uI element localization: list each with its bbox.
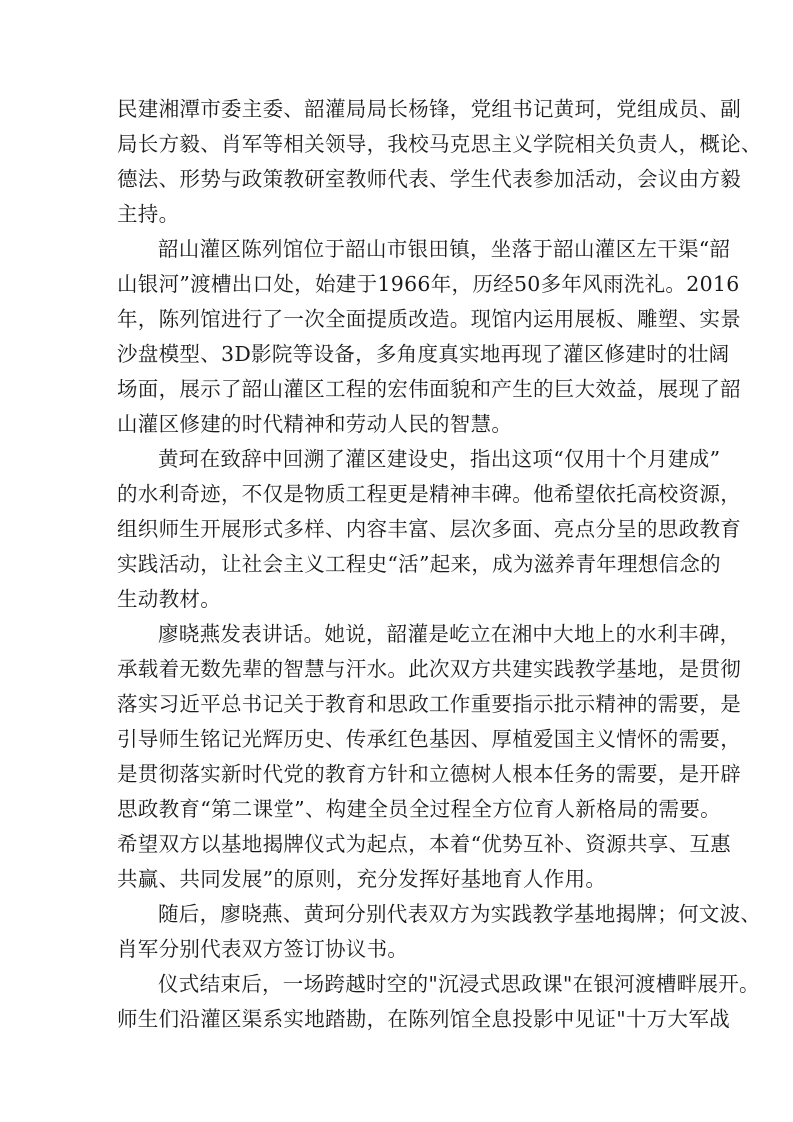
text-line: 廖晓燕发表讲话。她说，韶灌是屹立在湘中大地上的水利丰碑， [158, 622, 741, 646]
text-line: 场面，展示了韶山灌区工程的宏伟面貌和产生的巨大效益，展现了韶 [117, 377, 741, 401]
text-line: 山银河”渡槽出口处，始建于1966年，历经50多年风雨洗礼。2016 [117, 272, 740, 296]
text-line: 引导师生铭记光辉历史、传承红色基因、厚植爱国主义情怀的需要， [117, 727, 741, 751]
paragraph-liaoxiaoyan-speech [117, 617, 741, 897]
text-line: 主持。 [117, 202, 180, 226]
text-line: 仪式结束后，一场跨越时空的"沉浸式思政课"在银河渡槽畔展开。 [158, 972, 760, 996]
text-line: 共赢、共同发展”的原则，充分发挥好基地育人作用。 [117, 867, 607, 891]
paragraph-unveiling [117, 897, 762, 967]
text-line: 落实习近平总书记关于教育和思政工作重要指示批示精神的需要，是 [117, 692, 741, 716]
text-line: 德法、形势与政策教研室教师代表、学生代表参加活动，会议由方毅 [117, 167, 741, 191]
document-page [117, 92, 762, 1037]
paragraph-attendees [117, 92, 762, 232]
text-line: 师生们沿灌区渠系实地踏勘，在陈列馆全息投影中见证"十万大军战 [117, 1007, 730, 1031]
text-line: 年，陈列馆进行了一次全面提质改造。现馆内运用展板、雕塑、实景 [117, 307, 741, 331]
paragraph-huangke-speech [117, 442, 741, 617]
text-line: 思政教育“第二课堂”、构建全员全过程全方位育人新格局的需要。 [117, 797, 721, 821]
text-line: 实践活动，让社会主义工程史“活”起来，成为滋养青年理想信念的 [117, 552, 721, 576]
text-line: 民建湘潭市委主委、韶灌局局长杨锋，党组书记黄珂，党组成员、副 [117, 97, 741, 121]
paragraph-exhibition-hall [117, 232, 741, 442]
text-line: 希望双方以基地揭牌仪式为起点，本着“优势互补、资源共享、互惠 [117, 832, 731, 856]
text-line: 是贯彻落实新时代党的教育方针和立德树人根本任务的需要，是开辟 [117, 762, 741, 786]
text-line: 黄珂在致辞中回溯了灌区建设史，指出这项“仅用十个月建成” [158, 447, 721, 471]
text-line: 生动教材。 [117, 587, 221, 611]
text-line: 韶山灌区陈列馆位于韶山市银田镇，坐落于韶山灌区左干渠“韶 [158, 237, 731, 261]
text-line: 的水利奇迹，不仅是物质工程更是精神丰碑。他希望依托高校资源， [117, 482, 741, 506]
text-line: 承载着无数先辈的智慧与汗水。此次双方共建实践教学基地，是贯彻 [117, 657, 741, 681]
text-line: 山灌区修建的时代精神和劳动人民的智慧。 [117, 412, 513, 436]
text-line: 局长方毅、肖军等相关领导，我校马克思主义学院相关负责人，概论、 [117, 132, 762, 156]
text-line: 肖军分别代表双方签订协议书。 [117, 937, 409, 961]
paragraph-immersive-class [117, 967, 760, 1037]
text-line: 组织师生开展形式多样、内容丰富、层次多面、亮点分呈的思政教育 [117, 517, 741, 541]
text-line: 随后，廖晓燕、黄珂分别代表双方为实践教学基地揭牌；何文波、 [158, 902, 762, 926]
text-line: 沙盘模型、3D影院等设备，多角度真实地再现了灌区修建时的壮阔 [117, 342, 730, 366]
